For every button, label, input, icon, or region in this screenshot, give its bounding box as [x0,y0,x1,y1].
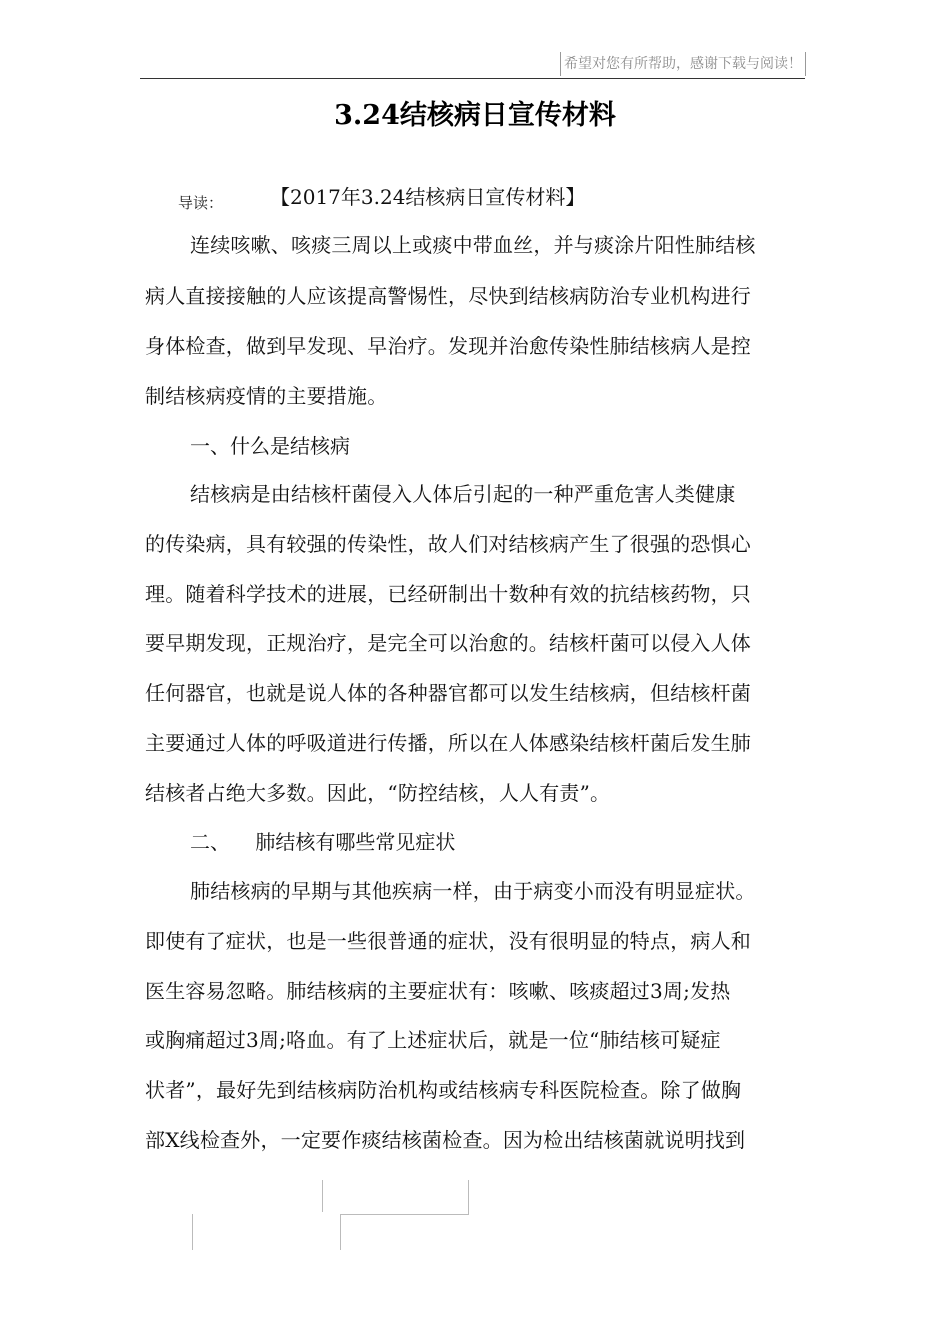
header-note: 希望对您有所帮助，感谢下载与阅读！ [560,52,806,76]
decorative-rule [340,1214,341,1250]
section-heading: 一、什么是结核病 [190,434,350,458]
paragraph-line: 制结核病疫情的主要措施。 [145,384,388,408]
section-heading: 二、 肺结核有哪些常见症状 [190,830,456,854]
paragraph-line: 状者”，最好先到结核病防治机构或结核病专科医院检查。除了做胸 [145,1078,742,1102]
decorative-rule [340,1214,469,1215]
paragraph-line: 任何器官，也就是说人体的各种器官都可以发生结核病，但结核杆菌 [145,681,751,705]
paragraph-line: 身体检查，做到早发现、早治疗。发现并治愈传染性肺结核病人是控 [145,334,751,358]
paragraph-line: 的传染病，具有较强的传染性，故人们对结核病产生了很强的恐惧心 [145,532,751,556]
paragraph-line: 医生容易忽略。肺结核病的主要症状有：咳嗽、咳痰超过3周;发热 [145,979,731,1003]
decorative-rule [322,1180,323,1212]
paragraph-line: 病人直接接触的人应该提高警惕性，尽快到结核病防治专业机构进行 [145,284,751,308]
paragraph-line: 部X线检查外，一定要作痰结核菌检查。因为检出结核菌就说明找到 [145,1128,746,1152]
paragraph-line: 肺结核病的早期与其他疾病一样，由于病变小而没有明显症状。 [190,879,756,903]
decorative-rule [192,1214,193,1250]
paragraph-line: 要早期发现，正规治疗，是完全可以治愈的。结核杆菌可以侵入人体 [145,631,751,655]
paragraph-line: 即使有了症状，也是一些很普通的症状，没有很明显的特点，病人和 [145,929,751,953]
paragraph-line: 主要通过人体的呼吸道进行传播，所以在人体感染结核杆菌后发生肺 [145,731,751,755]
lead-label: 导读： [178,194,224,212]
paragraph-line: 结核病是由结核杆菌侵入人体后引起的一种严重危害人类健康 [190,482,736,506]
paragraph-line: 或胸痛超过3周;咯血。有了上述症状后，就是一位“肺结核可疑症 [145,1028,721,1052]
paragraph-line: 理。随着科学技术的进展，已经研制出十数种有效的抗结核药物，只 [145,582,751,606]
decorative-rule [468,1180,469,1214]
paragraph-line: 连续咳嗽、咳痰三周以上或痰中带血丝，并与痰涂片阳性肺结核 [190,233,756,257]
header-rule [140,78,805,79]
lead-text: 【2017年3.24结核病日宣传材料】 [270,185,586,209]
document-title: 3.24结核病日宣传材料 [334,100,616,131]
paragraph-line: 结核者占绝大多数。因此，“防控结核，人人有责”。 [145,781,611,805]
